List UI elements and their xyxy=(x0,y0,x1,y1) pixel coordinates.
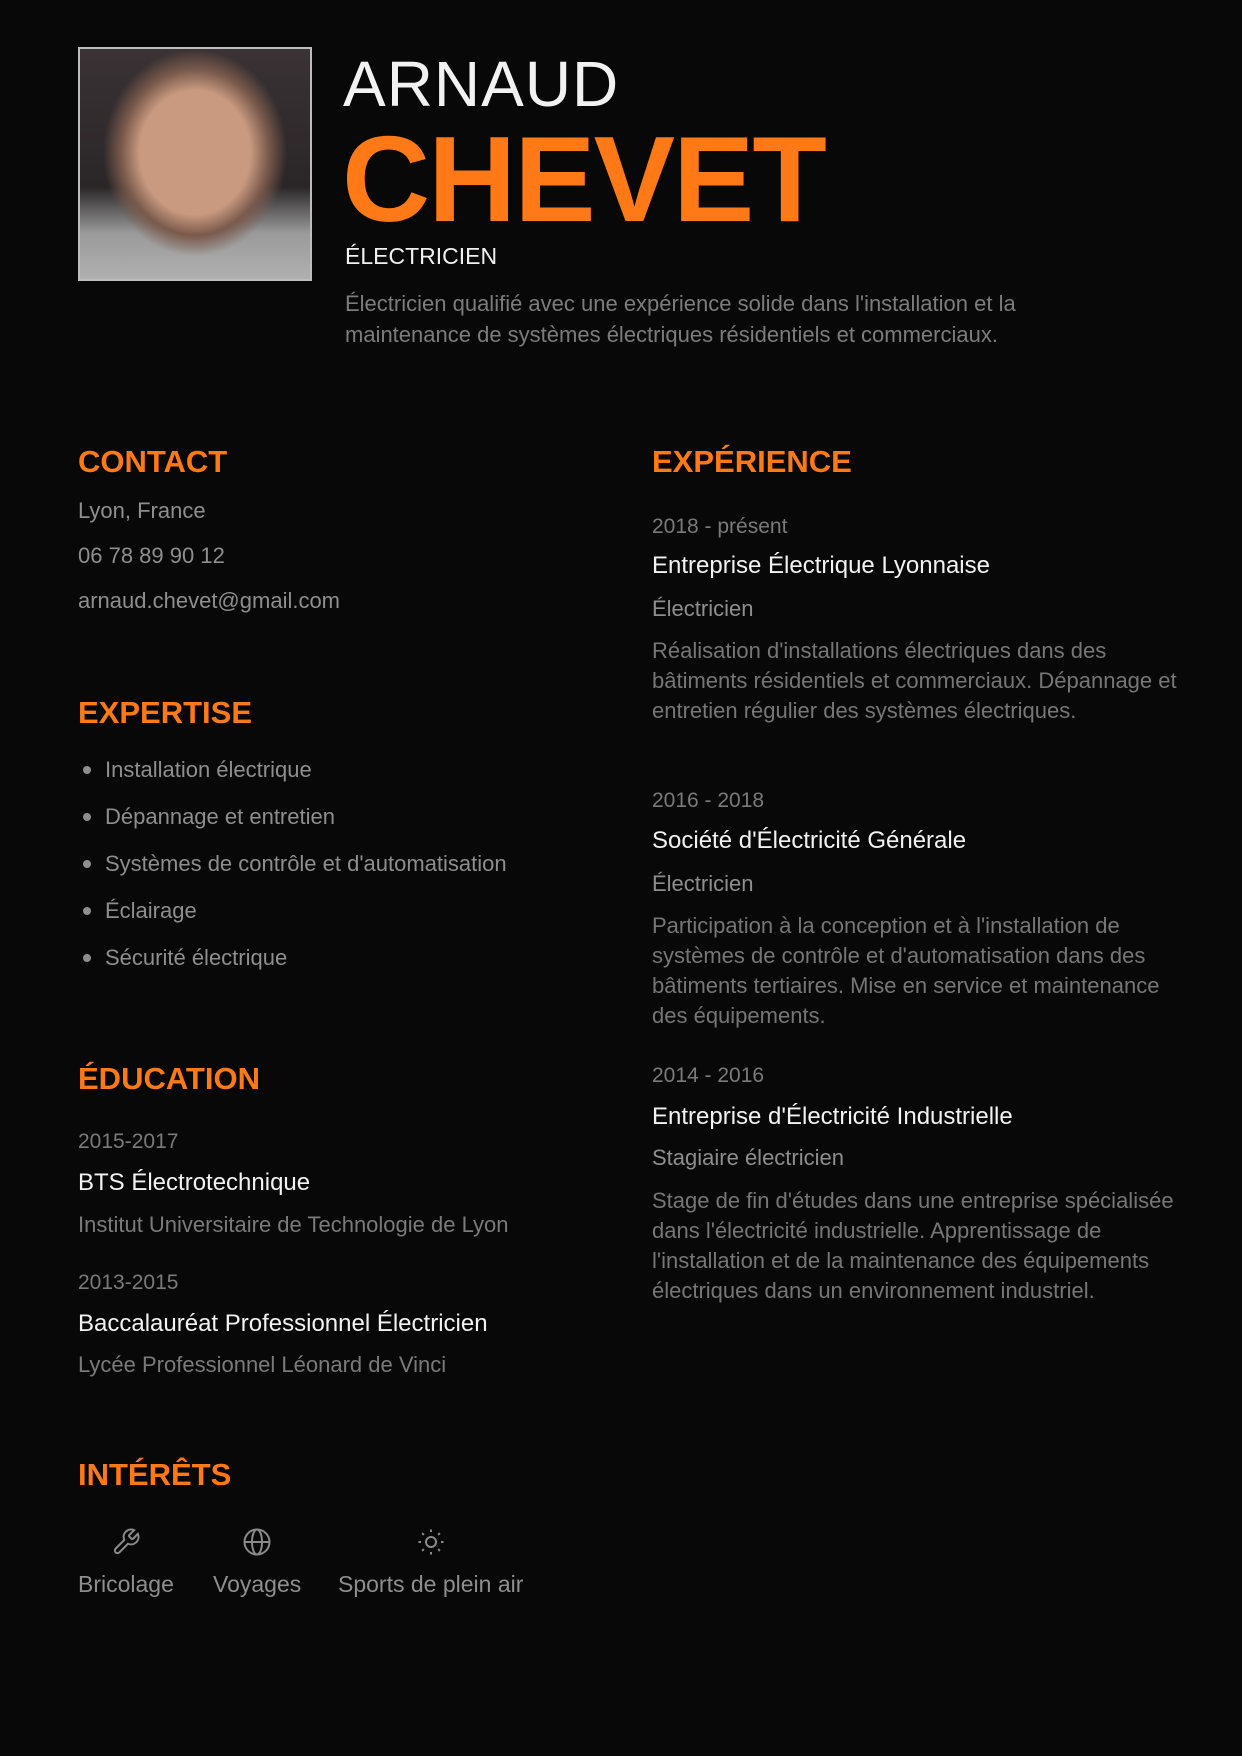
education-years: 2013-2015 xyxy=(78,1271,179,1294)
expertise-item: Systèmes de contrôle et d'automatisation xyxy=(78,853,507,875)
experience-description: Stage de fin d'études dans une entreprise spécialisée dans l'électricité industrielle. Apprentissage de l'installation et de la maintenance des équipements électriques dans un environnement industriel. xyxy=(652,1188,1174,1303)
experience-role: Électricien xyxy=(652,871,754,896)
expertise-heading: EXPERTISE xyxy=(78,695,252,730)
experience-company: Entreprise Électrique Lyonnaise xyxy=(652,552,990,579)
experience-description: Réalisation d'installations électriques dans des bâtiments résidentiels et commerciaux. Dépannage et entretien régulier des systèmes électriques. xyxy=(652,638,1177,723)
bullet-icon xyxy=(83,860,91,868)
experience-role: Électricien xyxy=(652,596,754,621)
expertise-item: Éclairage xyxy=(78,900,197,922)
education-heading: ÉDUCATION xyxy=(78,1061,260,1096)
interest-item: Sports de plein air xyxy=(338,1527,523,1596)
expertise-item: Sécurité électrique xyxy=(78,947,287,969)
experience-heading: EXPÉRIENCE xyxy=(652,444,852,479)
contact-email[interactable]: arnaud.chevet@gmail.com xyxy=(78,588,341,613)
contact-location: Lyon, France xyxy=(78,498,206,523)
interest-item: Bricolage xyxy=(78,1527,174,1596)
bullet-icon xyxy=(83,954,91,962)
contact-heading: CONTACT xyxy=(78,444,228,479)
bullet-icon xyxy=(83,907,91,915)
wrench-icon xyxy=(111,1527,141,1557)
experience-company: Société d'Électricité Générale xyxy=(652,827,967,854)
experience-period: 2018 - présent xyxy=(652,515,788,538)
experience-role: Stagiaire électricien xyxy=(652,1145,844,1170)
interests-heading: INTÉRÊTS xyxy=(78,1457,232,1492)
globe-icon xyxy=(242,1527,272,1557)
job-title: ÉLECTRICIEN xyxy=(345,243,498,269)
education-years: 2015-2017 xyxy=(78,1130,179,1153)
experience-company: Entreprise d'Électricité Industrielle xyxy=(652,1103,1013,1130)
education-school: Institut Universitaire de Technologie de Lyon xyxy=(78,1212,509,1237)
summary: Électricien qualifié avec une expérience solide dans l'installation et la maintenance de systèmes électriques résidentiels et commerciaux. xyxy=(345,291,1016,347)
contact-phone[interactable]: 06 78 89 90 12 xyxy=(78,543,225,568)
education-degree: BTS Électrotechnique xyxy=(78,1169,311,1196)
interest-item: Voyages xyxy=(213,1527,301,1596)
bullet-icon xyxy=(83,813,91,821)
profile-photo xyxy=(78,47,312,281)
education-school: Lycée Professionnel Léonard de Vinci xyxy=(78,1352,447,1377)
first-name: ARNAUD xyxy=(343,48,620,120)
education-degree: Baccalauréat Professionnel Électricien xyxy=(78,1310,488,1337)
experience-period: 2014 - 2016 xyxy=(652,1064,765,1087)
experience-description: Participation à la conception et à l'installation de systèmes de contrôle et d'automatisation dans des bâtiments tertiaires. Mise en service et maintenance des équipements. xyxy=(652,913,1160,1028)
expertise-item: Installation électrique xyxy=(78,759,312,781)
experience-period: 2016 - 2018 xyxy=(652,789,765,812)
sun-icon xyxy=(416,1527,446,1557)
expertise-item: Dépannage et entretien xyxy=(78,806,335,828)
bullet-icon xyxy=(83,766,91,774)
last-name: CHEVET xyxy=(342,111,825,247)
